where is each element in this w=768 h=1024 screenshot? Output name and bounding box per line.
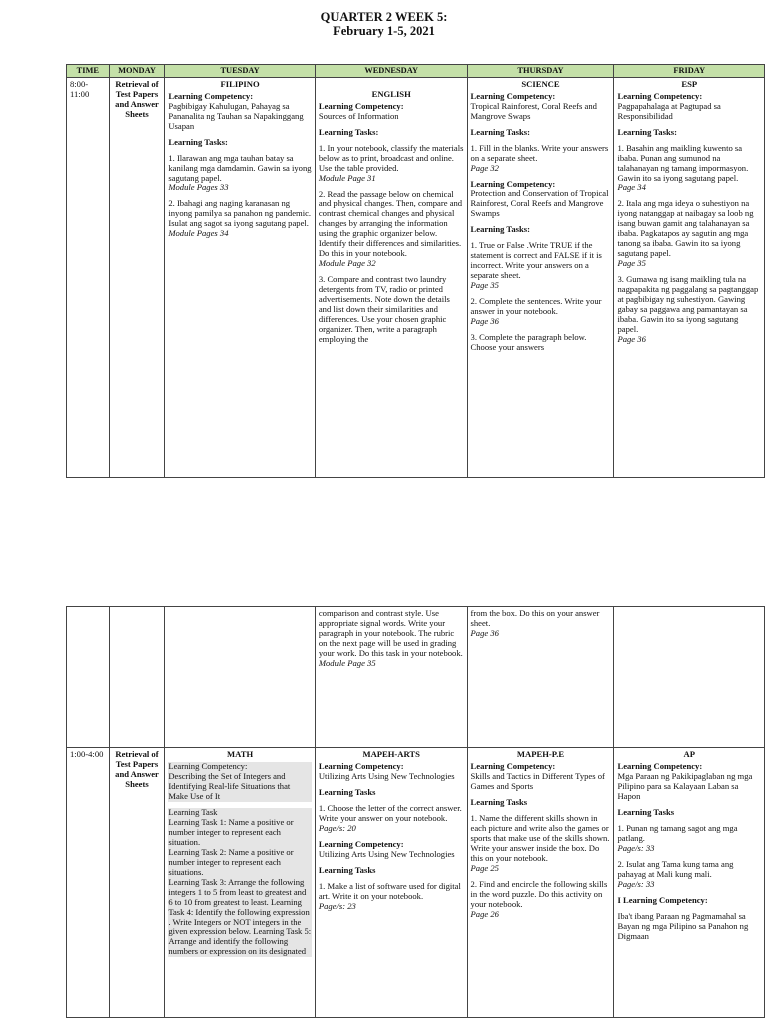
lc-text: Mga Paraan ng Pakikipaglaban ng mga Pilipino para sa Kalayaan Laban sa Hapon [617, 770, 753, 801]
task-text: 3. Complete the paragraph below. Choose your answers [470, 332, 587, 353]
lc-text: Pagbibigay Kahulugan, Pahayag sa Pananalita ng Tauhan sa Napakinggang Usapan [168, 100, 304, 131]
continuation-row [67, 607, 765, 748]
schedule-table-part1 [66, 64, 765, 478]
page-ref: Page 26 [470, 908, 499, 919]
page-ref: Page 34 [617, 182, 646, 193]
wednesday-cell-cont [315, 607, 467, 748]
subject-ap: AP [683, 749, 695, 759]
lc-label: Learning Competency: [470, 178, 556, 189]
tuesday-cell [165, 77, 316, 477]
tasks-label: Learning Tasks: [470, 126, 530, 137]
header-row [67, 65, 765, 78]
task-text: 2. Itala ang mga ideya o suhestiyon na iyong natanggap at naibagay sa loob ng isang buwan gamit ang talahanayan sa ibaba. Pagkatapos ay sagutin ang mga tanong sa ibaba. Gawin ito sa iyong sagutang papel. [617, 198, 754, 259]
col-header-time: TIME [67, 65, 110, 78]
time-cell-empty [67, 607, 110, 748]
subject-english: ENGLISH [371, 88, 411, 99]
task-text: 3. Gumawa ng isang maikling tula na nagpapakita ng paggalang sa pagtanggap at pagbibigay ng suhestiyon. Gawing gabay sa paggawa ang pamantayan sa ibaba. Gawin ito sa iyong sagutang papel. [617, 274, 759, 335]
page-ref: Page/s: 33 [617, 878, 655, 889]
task-text: 1. Punan ng tamang sagot ang mga patlang. [617, 822, 738, 843]
lc-label: Learning Competency: [318, 760, 404, 771]
page-ref: Module Pages 34 [168, 228, 229, 239]
task-text: comparison and contrast style. Use appropriate signal words. Write your paragraph in your notebook. The rubric on the next page will be used in grading your work. Do this task in your notebook. [318, 608, 463, 658]
lc-text: Iba't ibang Paraan ng Pagmamahal sa Bayan ng mga Pilipino sa Panahon ng Digmaan [617, 910, 749, 941]
page-ref: Page 36 [470, 627, 499, 638]
thursday-cell-cont [467, 607, 614, 748]
subject-filipino: FILIPINO [220, 78, 260, 89]
tasks-label: Learning Tasks [617, 806, 675, 817]
friday-cell [614, 748, 765, 1018]
col-header-friday: FRIDAY [614, 65, 765, 78]
task-text: 1. In your notebook, classify the materials below as to print, broadcast and online. Use the table provided. [318, 142, 464, 173]
time-cell: 1:00-4:00 [67, 748, 110, 1018]
task-text: Learning Task 1: Name a positive or number integer to represent each situation. [168, 818, 312, 848]
page-title: QUARTER 2 WEEK 5: [320, 10, 448, 24]
task-text: 2. Complete the sentences. Write your answer in your notebook. [470, 296, 602, 317]
task-text: 1. Choose the letter of the correct answer. Write your answer on your notebook. [318, 802, 462, 823]
monday-cell: Retrieval of Test Papers and Answer Sheets [109, 748, 165, 1018]
tasks-label: Learning Tasks: [168, 136, 228, 147]
task-text: 1. Ilarawan ang mga tauhan batay sa kanilang mga damdamin. Gawin sa iyong sagutang papel. [168, 152, 312, 183]
lc-text: Tropical Rainforest, Coral Reefs and Mangrove Swaps [470, 100, 597, 121]
task-text: 1. Name the different skills shown in each picture and write also the games or sports that make use of the skills shown. Write your answer inside the box. Do this on your notebook. [470, 812, 610, 863]
lc-text: Protection and Conservation of Tropical Rainforest, Coral Reefs and Mangrove Swamps [470, 188, 609, 219]
wednesday-cell [315, 748, 467, 1018]
monday-cell: Retrieval of Test Papers and Answer Sheets [109, 77, 165, 477]
task-text: 3. Compare and contrast two laundry detergents from TV, radio or printed advertisements. Note down the details and list down their similarities and differences. Use your chosen graphic organizer. Then, write a paragraph employing the [318, 274, 450, 345]
lc-label: Learning Competency: [617, 90, 703, 101]
subject-mapeh-arts: MAPEH-ARTS [362, 749, 420, 759]
morning-row [67, 77, 765, 477]
lc-text: Describing the Set of Integers and Identifying Real-life Situations that Make Use of It [168, 770, 291, 801]
page-ref: Page/s: 23 [318, 900, 356, 911]
lc-label: Learning Competency: [617, 760, 703, 771]
col-header-wednesday: WEDNESDAY [315, 65, 467, 78]
schedule-table-part2 [66, 606, 765, 1018]
subject-mapeh-pe: MAPEH-P.E [516, 749, 565, 759]
tuesday-cell [165, 748, 316, 1018]
tasks-label: Learning Task [168, 808, 312, 818]
subject-science: SCIENCE [521, 78, 560, 89]
tasks-label: Learning Tasks [318, 864, 376, 875]
afternoon-row [67, 748, 765, 1018]
task-text: 1. Make a list of software used for digital art. Write it on your notebook. [318, 880, 461, 901]
lc-text: Utilizing Arts Using New Technologies [318, 848, 455, 859]
monday-cell-empty [109, 607, 165, 748]
friday-cell-empty [614, 607, 765, 748]
task-text: 1. Basahin ang maikling kuwento sa ibaba. Punan ang sumunod na talahanayan ng tamang impormasyon. Gawin ito sa iyong sagutang papel. [617, 142, 749, 183]
lc-label: I Learning Competency: [617, 894, 708, 905]
task-text: Learning Task 3: Arrange the following integers 1 to 5 from least to greatest and 6 to 10 from greatest to least. Learning Task 4: Identify the following expression . Write Integers or NOT integers in the given expression below. Learning Task 5: Arrange and identify the following numbers or expression on its designated [168, 876, 312, 957]
page-ref: Module Page 32 [318, 258, 376, 269]
tuesday-cell-empty [165, 607, 316, 748]
tasks-label: Learning Tasks: [470, 224, 530, 235]
task-text: from the box. Do this on your answer sheet. [470, 608, 600, 628]
page-ref: Page/s: 20 [318, 822, 356, 833]
lc-text: Utilizing Arts Using New Technologies [318, 770, 455, 781]
thursday-cell [467, 748, 614, 1018]
friday-cell [614, 77, 765, 477]
page-ref: Page 35 [470, 280, 499, 291]
lc-label: Learning Competency: [470, 90, 556, 101]
task-text: 2. Read the passage below on chemical and physical changes. Then, compare and contrast chemical changes and physical changes by arranging the information using the graphic organizer below. Identify their differences and similarities. Do this in your notebook. [318, 188, 463, 259]
tasks-label: Learning Tasks [318, 786, 376, 797]
task-text: 1. Fill in the blanks. Write your answers on a separate sheet. [470, 142, 609, 163]
page-ref: Page 36 [470, 316, 499, 327]
col-header-tuesday: TUESDAY [165, 65, 316, 78]
lc-text: Sources of Information [318, 110, 399, 121]
tasks-label: Learning Tasks: [318, 126, 379, 137]
task-text: 2. Isulat ang Tama kung tama ang pahayag at Mali kung mali. [617, 858, 734, 879]
subject-esp: ESP [681, 78, 698, 89]
lc-label: Learning Competency: [318, 838, 404, 849]
page-subtitle-date: February 1-5, 2021 [333, 24, 435, 38]
page-ref: Module Page 35 [318, 657, 376, 668]
page-ref: Page 35 [617, 258, 646, 269]
col-header-thursday: THURSDAY [467, 65, 614, 78]
thursday-cell [467, 77, 614, 477]
page-ref: Module Pages 33 [168, 182, 229, 193]
task-text: Learning Task 2: Name a positive or number integer to represent each situations. [168, 848, 312, 878]
tasks-label: Learning Tasks: [617, 126, 677, 137]
page-ref: Page 25 [470, 862, 499, 873]
page-ref: Module Page 31 [318, 172, 376, 183]
lc-text: Skills and Tactics in Different Types of Games and Sports [470, 770, 605, 791]
lc-label: Learning Competency: [470, 760, 556, 771]
subject-math: MATH [227, 749, 254, 759]
tasks-label: Learning Tasks [470, 796, 528, 807]
page-ref: Page/s: 33 [617, 842, 655, 853]
col-header-monday: MONDAY [109, 65, 165, 78]
task-text: 1. True or False .Write TRUE if the statement is correct and FALSE if it is incorrect. Write your answers on a separate sheet. [470, 240, 602, 281]
lc-text: Pagpapahalaga at Pagtupad sa Responsibilidad [617, 100, 721, 121]
page-ref: Page 36 [617, 334, 646, 345]
page-ref: Page 32 [470, 162, 499, 173]
task-text: 2. Find and encircle the following skills in the word puzzle. Do this activity on your notebook. [470, 878, 608, 909]
lc-label: Learning Competency: [318, 100, 404, 111]
task-text: 2. Ibahagi ang naging karanasan ng inyong pamilya sa panahon ng pandemic. Isulat ang sagot sa iyong sagutang papel. [168, 198, 312, 229]
lc-label: Learning Competency: [168, 760, 248, 771]
lc-label: Learning Competency: [168, 90, 254, 101]
wednesday-cell [315, 77, 467, 477]
time-cell: 8:00-11:00 [67, 77, 110, 477]
